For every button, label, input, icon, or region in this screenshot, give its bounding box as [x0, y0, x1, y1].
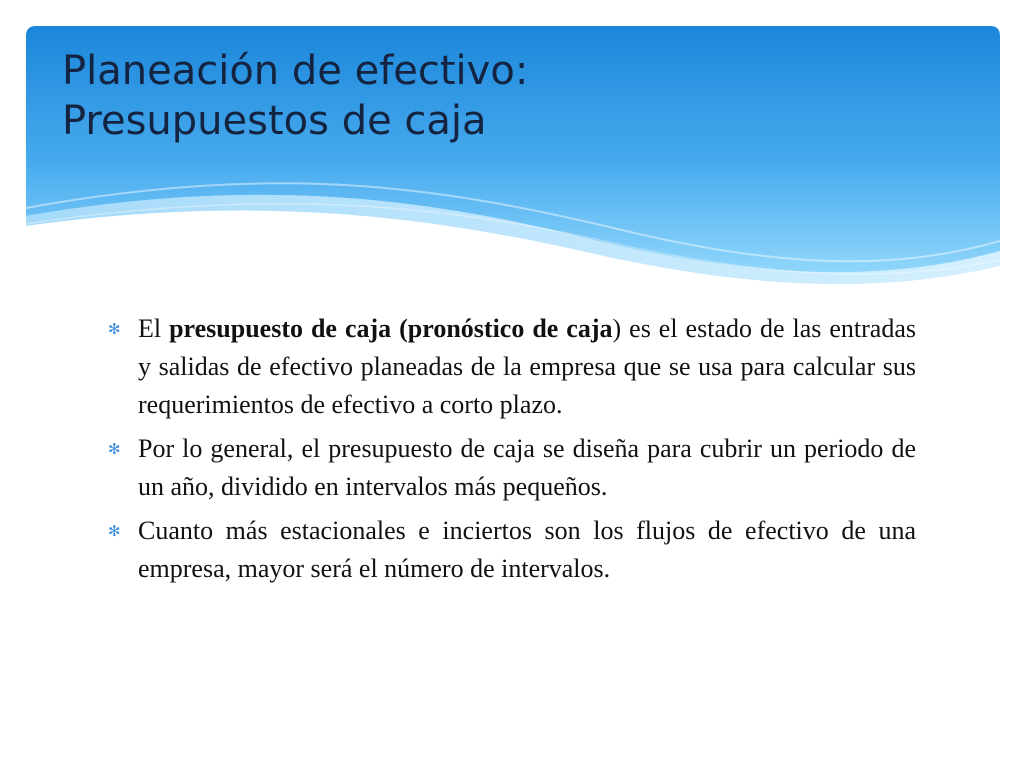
slide-title-line-2: Presupuestos de caja: [62, 98, 487, 144]
bullet-text: Por lo general, el presupuesto de caja se diseña para cubrir un periodo de un año, dividido en intervalos más pequeños.: [138, 434, 916, 501]
asterisk-bullet-icon: ✻: [108, 440, 121, 458]
slide-title-line-1: Planeación de efectivo:: [62, 48, 529, 94]
bullet-text-intro: El: [138, 314, 170, 343]
bullet-text-rest: ) es el estado de las entradas y salidas de efectivo planeadas de la empresa que se usa para calcular sus requerimientos de efectivo a corto plazo.: [138, 314, 916, 419]
bullet-item: [108, 512, 916, 588]
bullet-text: Cuanto más estacionales e inciertos son los flujos de efectivo de una empresa, mayor será el número de intervalos.: [138, 516, 916, 583]
bullet-text-bold-term: presupuesto de caja (pronóstico de caja: [169, 314, 613, 343]
slide-title: [62, 46, 962, 146]
asterisk-bullet-icon: ✻: [108, 522, 121, 540]
asterisk-bullet-icon: ✻: [108, 320, 121, 338]
bullet-list: [108, 310, 916, 594]
bullet-item: [108, 430, 916, 506]
bullet-item: [108, 310, 916, 424]
